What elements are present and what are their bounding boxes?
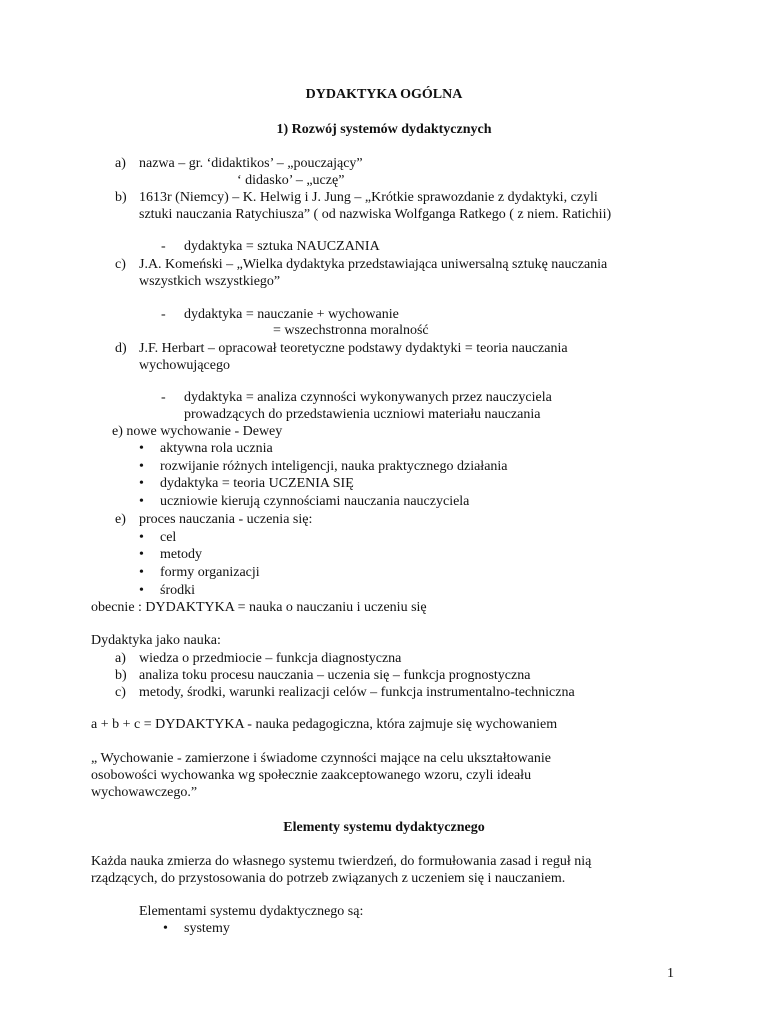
- bullet-item: • rozwijanie różnych inteligencji, nauka praktycznego działania: [160, 458, 508, 475]
- list-item-text: metody, środki, warunki realizacji celów – funkcja instrumentalno-techniczna: [139, 685, 575, 700]
- list-item-text: analiza toku procesu nauczania – uczenia się – funkcja prognostyczna: [139, 668, 531, 683]
- list-item-text: proces nauczania - uczenia się:: [139, 512, 313, 527]
- list-marker: c): [115, 257, 126, 272]
- document-title: DYDAKTYKA OGÓLNA: [305, 87, 463, 102]
- list-marker: b): [115, 190, 127, 205]
- bullet-item: • metody: [160, 546, 202, 563]
- list-marker: e): [115, 512, 126, 527]
- bullet-item: • cel: [160, 529, 176, 546]
- page-number: 1: [667, 966, 674, 981]
- list-marker: d): [115, 341, 127, 356]
- sub-item-text: dydaktyka = analiza czynności wykonywanych przez nauczyciela: [184, 390, 552, 405]
- section-heading-elementy: Elementy systemu dydaktycznego: [283, 820, 485, 835]
- list-item-text: J.F. Herbart – opracował teoretyczne podstawy dydaktyki = teoria nauczania: [139, 341, 568, 356]
- sub-item-text: dydaktyka = nauczanie + wychowanie: [184, 307, 399, 322]
- list-marker: a): [115, 651, 126, 666]
- sub-item-text: dydaktyka = sztuka NAUCZANIA: [184, 239, 380, 254]
- dash-marker: -: [161, 239, 166, 254]
- formula-line: a + b + c = DYDAKTYKA - nauka pedagogiczna, która zajmuje się wychowaniem: [91, 717, 558, 732]
- bullet-item: • dydaktyka = teoria UCZENIA SIĘ: [160, 475, 354, 492]
- quote-line: wychowawczego.”: [91, 785, 198, 800]
- dash-marker: -: [161, 390, 166, 405]
- sub-item-text: = wszechstronna moralność: [273, 323, 429, 338]
- paragraph-line: Każda nauka zmierza do własnego systemu twierdzeń, do formułowania zasad i reguł nią: [91, 854, 592, 869]
- list-item-text: wszystkich wszystkiego”: [139, 274, 281, 289]
- bullet-item: • uczniowie kierują czynnościami nauczania nauczyciela: [160, 493, 469, 510]
- list-item-text: ‘ didasko’ – „uczę”: [237, 173, 345, 188]
- bullet-item: • środki: [160, 582, 195, 599]
- list-item-text: 1613r (Niemcy) – K. Helwig i J. Jung – „Krótkie sprawozdanie z dydaktyki, czyli: [139, 190, 598, 205]
- elementy-intro: Elementami systemu dydaktycznego są:: [139, 904, 364, 919]
- quote-line: osobowości wychowanka wg społecznie zaakceptowanego wzoru, czyli ideału: [91, 768, 532, 783]
- list-item-text: nazwa – gr. ‘didaktikos’ – „pouczający”: [139, 156, 363, 171]
- list-marker: b): [115, 668, 127, 683]
- bullet-item: • aktywna rola ucznia: [160, 440, 273, 457]
- quote-line: „ Wychowanie - zamierzone i świadome czynności mające na celu ukształtowanie: [91, 751, 551, 766]
- paragraph-line: rządzących, do przystosowania do potrzeb związanych z uczeniem się i nauczaniem.: [91, 871, 566, 886]
- list-item-text: sztuki nauczania Ratychiusza” ( od nazwiska Wolfganga Ratkego ( z niem. Ratichii): [139, 207, 612, 222]
- list-item-text: e) nowe wychowanie - Dewey: [112, 424, 283, 439]
- list-marker: a): [115, 156, 126, 171]
- bullet-item: • formy organizacji: [160, 564, 260, 581]
- section-heading-rozwoj: 1) Rozwój systemów dydaktycznych: [276, 122, 492, 137]
- bullet-item: • systemy: [184, 920, 230, 937]
- obecnie-line: obecnie : DYDAKTYKA = nauka o nauczaniu i uczeniu się: [91, 600, 427, 615]
- nauka-heading: Dydaktyka jako nauka:: [91, 633, 221, 648]
- dash-marker: -: [161, 307, 166, 322]
- list-item-text: J.A. Komeński – „Wielka dydaktyka przedstawiająca uniwersalną sztukę nauczania: [139, 257, 608, 272]
- sub-item-text: prowadzących do przedstawienia uczniowi materiału nauczania: [184, 407, 541, 422]
- list-marker: c): [115, 685, 126, 700]
- list-item-text: wiedza o przedmiocie – funkcja diagnostyczna: [139, 651, 402, 666]
- list-item-text: wychowującego: [139, 358, 230, 373]
